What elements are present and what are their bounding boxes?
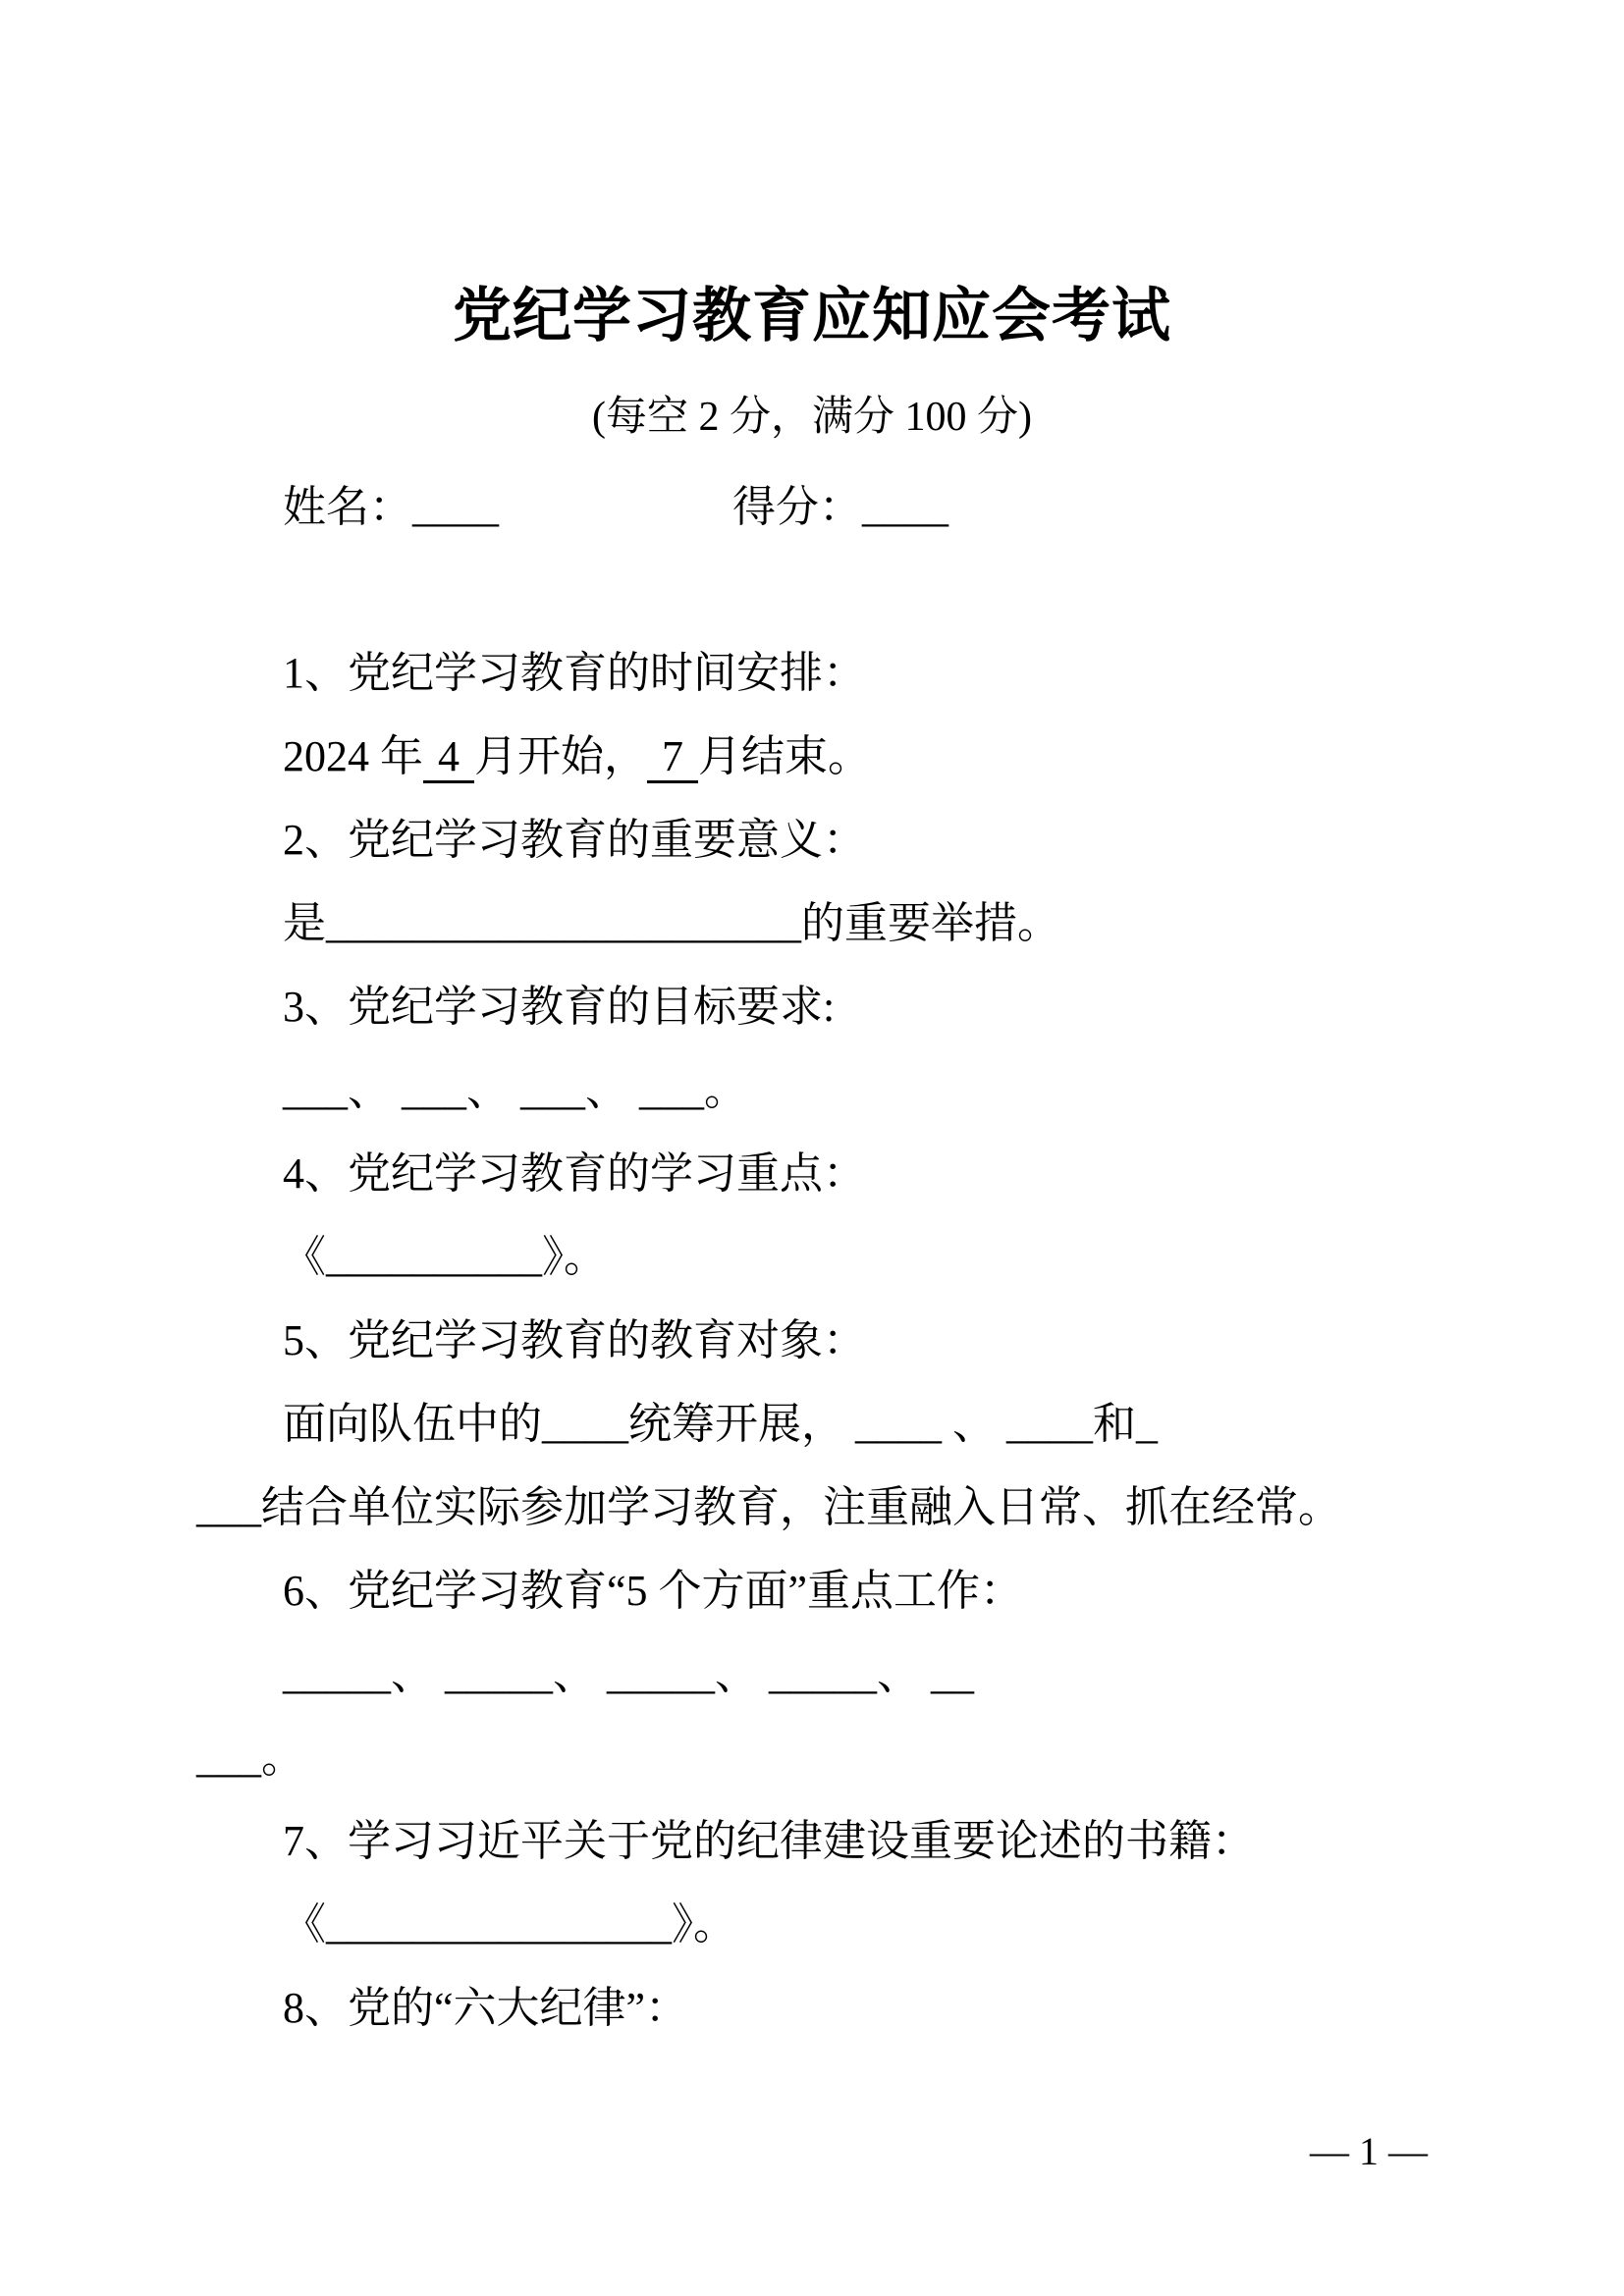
page-subtitle: (每空 2 分，满分 100 分) <box>592 395 1032 440</box>
q1-answer-part: 月开始， <box>474 732 647 780</box>
question-6-label: 6、党纪学习教育“5 个方面”重点工作： <box>283 1567 1024 1615</box>
question-6-answer-line-2: ___。 <box>196 1734 304 1782</box>
question-4-label: 4、党纪学习教育的学习重点： <box>283 1149 866 1198</box>
question-5-answer-line-1: 面向队伍中的____统筹开展， ____ 、 ____和_ <box>283 1400 1158 1448</box>
q1-answer-blank-month-start: 4 <box>423 732 474 783</box>
name-blank: ____ <box>412 483 499 531</box>
question-4-answer: 《__________》。 <box>283 1233 607 1281</box>
name-label: 姓名： <box>283 483 412 531</box>
name-score-line <box>196 480 1428 535</box>
question-7-label: 7、学习习近平关于党的纪律建设重要论述的书籍： <box>283 1817 1255 1865</box>
q1-answer-blank-month-end: 7 <box>647 732 698 783</box>
question-1-label: 1、党纪学习教育的时间安排： <box>283 649 866 697</box>
question-2-answer: 是______________________的重要举措。 <box>283 899 1060 947</box>
question-3-label: 3、党纪学习教育的目标要求: <box>283 983 836 1031</box>
page-content <box>196 0 1428 2050</box>
question-8-label: 8、党的“六大纪律”： <box>283 1984 689 2032</box>
q1-answer-part: 2024 年 <box>283 732 423 780</box>
page-number: — 1 — <box>1310 2129 1428 2173</box>
question-list <box>196 631 1428 2050</box>
q1-answer-part: 月结束。 <box>698 732 871 780</box>
score-blank: ____ <box>862 483 948 531</box>
question-3-answer: ___、 ___、 ___、 ___。 <box>283 1066 747 1114</box>
score-label: 得分： <box>732 483 862 531</box>
question-5-label: 5、党纪学习教育的教育对象： <box>283 1316 866 1364</box>
question-6-answer-line-1: _____、 _____、 _____、 _____、 __ <box>283 1650 974 1698</box>
question-1-answer <box>196 715 1428 798</box>
question-5-answer-line-2: ___结合单位实际参加学习教育，注重融入日常、抓在经常。 <box>196 1483 1341 1531</box>
page-title: 党纪学习教育应知应会考试 <box>453 283 1171 348</box>
question-2-label: 2、党纪学习教育的重要意义： <box>283 816 866 864</box>
question-7-answer: 《________________》。 <box>283 1900 736 1949</box>
